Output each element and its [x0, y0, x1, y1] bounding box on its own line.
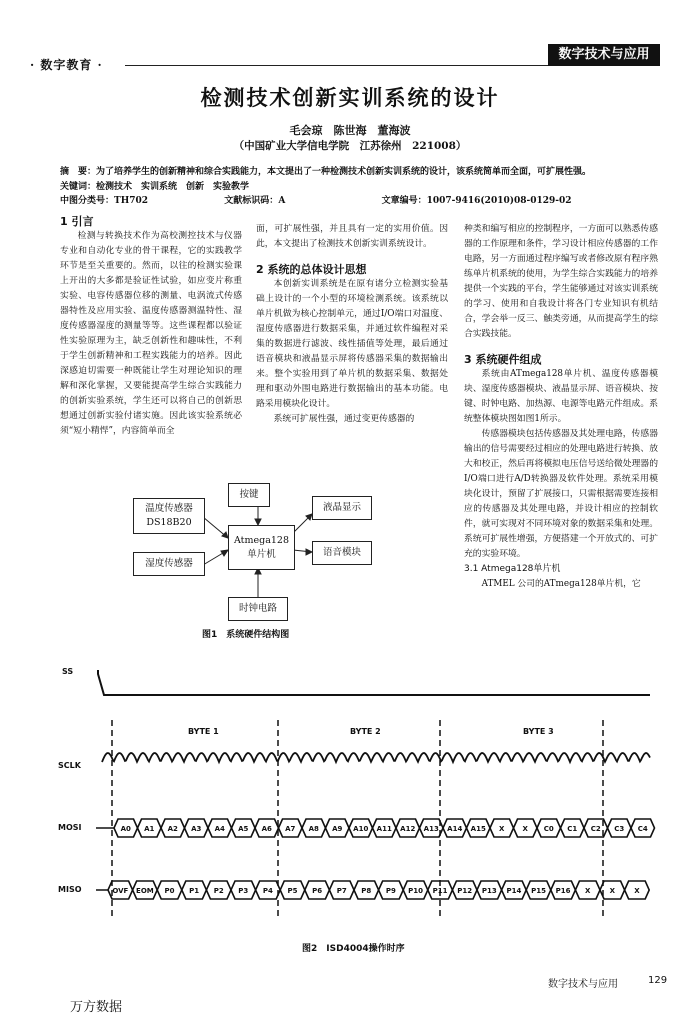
watermark-text: 万方数据 — [70, 1000, 123, 1015]
miso-bus-cell-label: X — [609, 887, 616, 895]
paragraph: 传感器模块包括传感器及其处理电路，传感器输出的信号需要经过相应的处理电路进行转换、放大和校正，然后再将模拟电压信号送给微处理器的I/O端口进行A/D转换器及软件处理。系统采用模块化设计，预留了扩展接口，只需根据需要连接相应的传感器及其处理电路，并设计相应的控制软件，就可实现对不同环境对象的数据采集和处理。系统可扩展性增强，方便搭建一个开放式的、可扩充的实验环境。 — [464, 429, 658, 559]
miso-bus-cell-label: X — [584, 887, 591, 895]
miso-bus-cell-label: P10 — [408, 887, 423, 895]
mosi-bus-cell-label: A5 — [238, 825, 249, 833]
mosi-bus-cell-label: A11 — [376, 825, 392, 833]
miso-bus-cell-label: P14 — [506, 887, 522, 895]
clc-value: TH702 — [114, 196, 149, 206]
mosi-bus-cell-label: A0 — [120, 825, 131, 833]
footer-journal: 数字技术与应用 — [548, 979, 618, 990]
subsection-3-1-title: 3.1 Atmega128单片机 — [464, 564, 561, 574]
miso-label: MISO — [58, 885, 82, 894]
block-label: 液晶显示 — [322, 502, 361, 513]
block-label: 按键 — [239, 489, 259, 500]
mosi-bus-cell-label: A1 — [144, 825, 155, 833]
article-title: 检测技术创新实训系统的设计 — [200, 85, 500, 110]
mosi-bus-cell-label: A15 — [470, 825, 486, 833]
section-1-title: 1 引言 — [60, 215, 94, 228]
paragraph: 面，可扩展性强，并且具有一定的实用价值。因此，本文提出了检测技术创新实训系统设计。 — [256, 224, 448, 249]
paragraph: 种类和编写相应的控制程序，一方面可以熟悉传感器的工作原理和条件，学习设计相应传感器的工作电路，另一方面通过程序编写或者修改原有程序熟练单片机系统的使用，为学生综合实践能力的培养提供一个实践的平台，学生能够通过对该实训系统的学习、使用和自我设计将各门专业知识有机结合，学会举一反三、触类旁通，从而提高学生的综合实践技能。 — [464, 224, 658, 339]
block-label: Atmega128 — [233, 534, 290, 546]
keywords-label: 关键词： — [60, 182, 97, 192]
figure-2-caption: 图2 ISD4004操作时序 — [302, 944, 405, 954]
miso-bus-cell-label: OVF — [112, 887, 129, 895]
clock-circuit-block — [228, 597, 288, 621]
figure-1-caption: 图1 系统硬件结构图 — [202, 630, 290, 640]
article-affiliation: （中国矿业大学信电学院 江苏徐州 221008） — [233, 140, 467, 152]
section-2-title: 2 系统的总体设计思想 — [256, 263, 367, 276]
doc-code-value: A — [278, 196, 286, 206]
mosi-bus-cell-label: A3 — [191, 825, 202, 833]
voice-module-block — [312, 541, 372, 565]
sclk-label: SCLK — [58, 761, 81, 770]
keywords-text: 检测技术 实训系统 创新 实验教学 — [96, 182, 250, 192]
mosi-bus-cell-label: A10 — [353, 825, 369, 833]
footer-page-number: 129 — [648, 975, 668, 986]
miso-bus-cell-label: P13 — [481, 887, 497, 895]
mosi-bus-cell-label: A6 — [261, 825, 272, 833]
block-label: DS18B20 — [146, 517, 192, 528]
mosi-bus-cell-label: A13 — [423, 825, 439, 833]
mosi-bus-cell-label: A12 — [400, 825, 416, 833]
clc-label: 中图分类号： — [60, 196, 115, 206]
miso-bus-cell-label: X — [634, 887, 640, 895]
article-no-value: 1007-9416(2010)08-0129-02 — [426, 196, 572, 206]
doc-code-label: 文献标识码： — [224, 196, 279, 206]
mosi-bus-cell-label: A8 — [308, 825, 319, 833]
temperature-sensor-block — [133, 498, 205, 534]
paragraph: 系统可扩展性强，通过变更传感器的 — [273, 414, 415, 424]
byte2-label: BYTE 2 — [350, 727, 381, 736]
block-label: 湿度传感器 — [145, 558, 193, 569]
block-label: 时钟电路 — [238, 603, 277, 614]
mosi-bus-cell-label: C1 — [567, 825, 578, 833]
ss-label: SS — [62, 667, 74, 676]
mosi-bus-cell-label: X — [522, 825, 528, 833]
miso-bus-cell-label: P6 — [312, 887, 323, 895]
mosi-bus-cell-label: A14 — [447, 825, 463, 833]
section-3-title: 3 系统硬件组成 — [464, 353, 542, 366]
article-no-label: 文章编号： — [381, 196, 427, 206]
mosi-bus-cell-label: A9 — [332, 825, 343, 833]
miso-bus-cell-label: EOM — [136, 887, 154, 895]
mcu-block — [228, 525, 295, 570]
mosi-bus-cell-label: C0 — [543, 825, 554, 833]
block-label: 温度传感器 — [145, 503, 193, 514]
paragraph: ATMEL 公司的ATmega128单片机，它 — [481, 579, 641, 589]
miso-bus-cell-label: P7 — [336, 887, 347, 895]
miso-bus-cell-label: P0 — [164, 887, 175, 895]
article-authors: 毛会琼 陈世海 董海波 — [289, 124, 411, 137]
mosi-bus-cell-label: C4 — [637, 825, 648, 833]
mosi-bus-cell-label: X — [499, 825, 505, 833]
journal-header-box: 数字技术与应用 — [548, 44, 660, 66]
mosi-bus-cell-label: C3 — [614, 825, 625, 833]
miso-bus-cell-label: P8 — [361, 887, 372, 895]
miso-bus-cell-label: P11 — [432, 887, 448, 895]
miso-bus-cell-label: P16 — [555, 887, 571, 895]
mosi-bus-cell-label: A2 — [167, 825, 178, 833]
mosi-bus-cell-label: C2 — [590, 825, 601, 833]
block-label: 语音模块 — [322, 547, 361, 558]
miso-bus-cell-label: P1 — [189, 887, 200, 895]
miso-bus-cell-label: P15 — [531, 887, 546, 895]
humidity-sensor-block — [133, 552, 205, 576]
miso-bus-cell-label: P4 — [262, 887, 273, 895]
lcd-block — [312, 496, 372, 520]
byte1-label: BYTE 1 — [188, 727, 219, 736]
miso-bus-cell-label: P9 — [385, 887, 396, 895]
byte3-label: BYTE 3 — [523, 727, 554, 736]
mosi-bus-cell-label: A4 — [214, 825, 225, 833]
miso-bus-cell-label: P5 — [287, 887, 298, 895]
key-block — [228, 483, 270, 507]
block-label: 单片机 — [247, 548, 276, 560]
timing-diagram — [0, 650, 700, 930]
mosi-label: MOSI — [58, 823, 82, 832]
miso-bus-cell-label: P3 — [238, 887, 249, 895]
paragraph: 系统由ATmega128单片机、温度传感器模块、湿度传感器模块、液晶显示屏、语音模块、按键、时钟电路、加热源、电源等电路元件组成。系统整体模块图如图1所示。 — [464, 369, 658, 424]
abstract-label: 摘 要： — [60, 167, 97, 177]
paragraph: 本创新实训系统是在原有诸分立检测实验基础上设计的一个小型的环境检测系统。该系统以单片机做为核心控制单元，通过I/O端口对温度、湿度传感器进行数据采集，并通过软件编程对采集的数据进行滤波、线性插值等处理，最后通过语音模块和液晶显示屏将传感器采集的数据输出来。整个实验用到了单片机的数据采集、数据处理和驱动外围电路进行数据输出的基本功能。电路采用模块化设计。 — [256, 279, 448, 409]
sclk-waveform — [102, 753, 650, 762]
paragraph: 检测与转换技术作为高校测控技术与仪器专业和自动化专业的骨干课程，它的实践教学环节是至关重要的。然而，以往的检测实验课上开出的大多都是验证性试验，如应变片称重实验、电容传感器位移的测量、电涡流式传感器特性及应用实验、温度传感器测温特性、湿度传感器湿度的测量等等。这些课程都以验证性实验原理为主，缺乏创新性和趣味性，不利于学生创新精神和工程实践能力的培养。因此深感迫切需要一种既能让学生对理论知识的理解和深化掌握，又要能提高学生综合实践能力的创新实验系统，学生还可以将自己的创新思想通过创新实验付诸实施。因此该实验系统必须“短小精悍”，内容简单而全 — [60, 231, 242, 436]
ss-waveform — [98, 670, 650, 695]
miso-bus-cell-label: P2 — [213, 887, 224, 895]
abstract-text: 为了培养学生的创新精神和综合实践能力，本文提出了一种检测技术创新实训系统的设计，该系统简单而全面，可扩展性强。 — [96, 167, 592, 177]
miso-bus-cell-label: P12 — [457, 887, 473, 895]
section-tag: · 数字教育 · — [30, 58, 103, 72]
mosi-bus-cell-label: A7 — [285, 825, 296, 833]
